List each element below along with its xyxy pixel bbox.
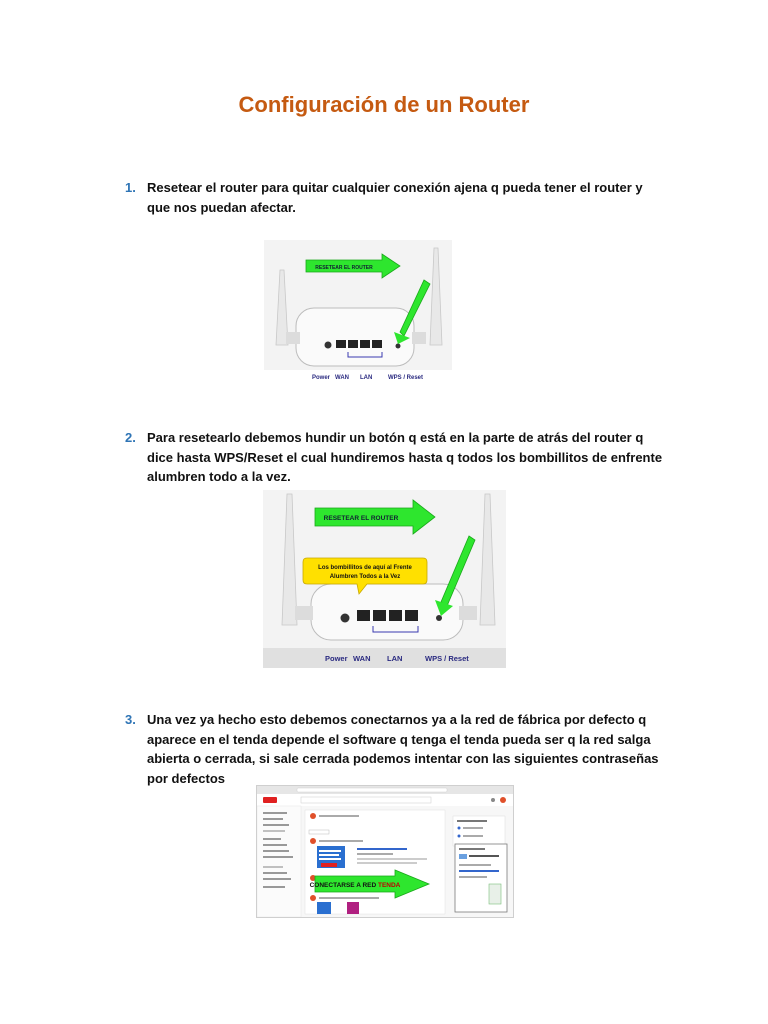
port-label-wps: WPS / Reset xyxy=(388,375,424,381)
arrow-label: RESETEAR EL ROUTER xyxy=(323,515,399,522)
arrow-label xyxy=(310,882,401,889)
arrow-label-part-2: TENDA xyxy=(377,882,401,889)
port-label-power: Power xyxy=(312,375,331,381)
router-illustration-2 xyxy=(263,490,506,668)
port-label-lan: LAN xyxy=(360,375,373,381)
port-label-wps: WPS / Reset xyxy=(425,654,469,663)
page-title: Configuración de un Router xyxy=(238,92,530,117)
browser-screenshot-image xyxy=(256,785,514,918)
step-2-text: Para resetearlo debemos hundir un botón q está en la parte de atrás del router q dice hasta WPS/Reset el cual hundiremos hasta q todos los bombillitos de enfrente alumbren todo a la vez. xyxy=(147,430,663,484)
arrow-label: RESETEAR EL ROUTER xyxy=(315,265,373,271)
step-3-number: 3. xyxy=(125,712,136,727)
router-illustration xyxy=(264,240,452,386)
port-label-wan: WAN xyxy=(353,654,371,663)
step-1 xyxy=(125,178,665,217)
arrow-label-part-1: CONECTARSE A RED xyxy=(309,882,378,889)
step-2 xyxy=(125,428,665,487)
step-1-number: 1. xyxy=(125,180,136,195)
callout-line-1: Los bombillitos de aquí al Frente xyxy=(318,565,412,571)
step-3 xyxy=(125,710,665,788)
step-1-text: Resetear el router para quitar cualquier conexión ajena q pueda tener el router y que nos puedan afectar. xyxy=(147,180,643,215)
callout-line-2: Alumbren Todos a la Vez xyxy=(329,574,401,580)
step-2-number: 2. xyxy=(125,430,136,445)
port-label-power: Power xyxy=(325,654,348,663)
router-reset-image-2 xyxy=(263,490,506,668)
browser-illustration xyxy=(257,786,513,917)
router-reset-image-1 xyxy=(264,240,452,386)
port-label-wan: WAN xyxy=(335,375,349,381)
port-label-lan: LAN xyxy=(387,654,403,663)
youtube-logo-icon xyxy=(263,797,277,803)
step-3-text: Una vez ya hecho esto debemos conectarnos ya a la red de fábrica por defecto q aparece en el tenda depende el software q tenga el tenda pueda ser q la red salga abierta o cerrada, si sale cerrada podemos intentar con las siguientes contraseñas por defectos xyxy=(147,712,659,786)
